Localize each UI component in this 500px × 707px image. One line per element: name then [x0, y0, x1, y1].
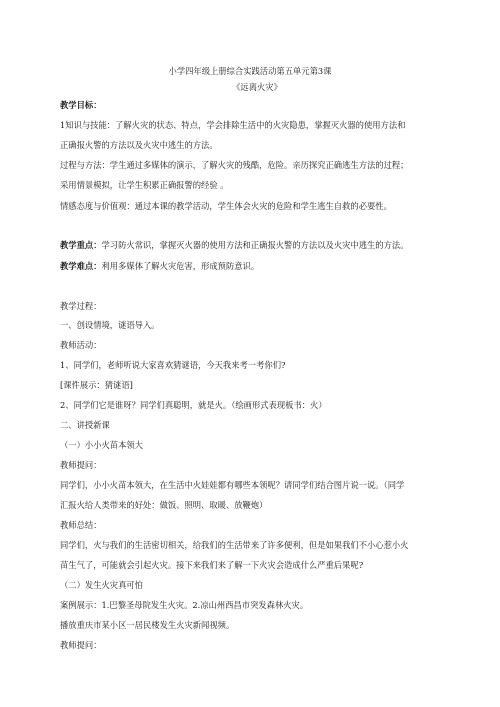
teacher-activity-label: 教师活动：: [60, 340, 102, 350]
subsection-1-heading: （一）小小火苗本领大: [60, 440, 143, 450]
subsection-2-heading: （二）发生火灾真可怕: [60, 580, 143, 590]
key-point: [60, 240, 409, 251]
teacher-summary-label: 教师总结：: [60, 520, 102, 530]
key-point-text: 学习防火常识，掌握灭火器的使用方法和正确报火警的方法以及火灾中逃生的方法。: [101, 240, 409, 250]
process-heading: 教学过程：: [60, 301, 102, 311]
ask-1-line-2: 汇报火给人类带来的好处：做饭、照明、取暖、放鞭炮）: [60, 500, 268, 510]
question-1: 1、同学们，老师听说大家喜欢猜谜语，今天我来考一考你们?: [60, 360, 286, 370]
goal-process-line-1: 过程与方法：学生通过多媒体的演示，了解火灾的残酷，危险。亲历探究正确逃生方法的过程；: [60, 160, 409, 170]
teacher-ask-label-1: 教师提问：: [60, 460, 102, 470]
difficulty-label: 教学难点：: [60, 261, 102, 271]
case-show: 案例展示：1.巴黎圣母院发生火灾。2.凉山州西昌市突发森林火灾。: [60, 600, 309, 610]
video-play: 播放重庆市某小区一居民楼发生火灾新闻视频。: [60, 620, 235, 630]
goal-process-line-2: 采用情景模拟，让学生积累正确报警的经验 。: [60, 180, 229, 190]
goal-emotion: 情感态度与价值观：通过本课的教学活动，学生体会火灾的危险和学生逃生自救的必要性。: [60, 201, 392, 211]
ask-1-line-1: 同学们，小小火苗本领大，在生活中火娃娃都有哪些本领呢？请同学们结合图片说一说。（同学: [60, 480, 405, 490]
summary-line-2: 苗生气了，可能就会引起火灾。接下来我们来了解一下火灾会造成什么严重后果呢?: [60, 560, 364, 570]
goal-knowledge-line-1: 1知识与技能：了解火灾的状态、特点，学会排除生活中的火灾隐患，掌握灭火器的使用方法和: [60, 120, 406, 130]
section-1-heading: 一、创设情境，谜语导入。: [60, 320, 160, 330]
difficulty-point: [60, 261, 259, 272]
summary-line-1: 同学们，火与我们的生活密切相关，给我们的生活带来了许多便利，但是如果我们不小心惹小火: [60, 540, 409, 550]
section-2-heading: 二、讲授新课: [60, 420, 110, 430]
goal-knowledge-line-2: 正确报火警的方法以及火灾中逃生的方法。: [60, 140, 218, 150]
question-2: 2、同学们它是谁呀？同学们真聪明，就是火。（绘画形式表现板书：火）: [60, 400, 327, 410]
difficulty-text: 利用多媒体了解火灾危害，形成预防意识。: [101, 261, 260, 271]
courseware-riddle: [课件展示：猜谜语]: [60, 380, 133, 390]
document-title: 小学四年级上册综合实践活动第五单元第3课: [168, 66, 332, 76]
goals-heading: 教学目标：: [60, 100, 102, 110]
key-point-label: 教学重点：: [60, 240, 102, 250]
teacher-ask-label-2: 教师提问：: [60, 640, 102, 650]
document-subtitle: 《远离火灾》: [232, 82, 282, 92]
